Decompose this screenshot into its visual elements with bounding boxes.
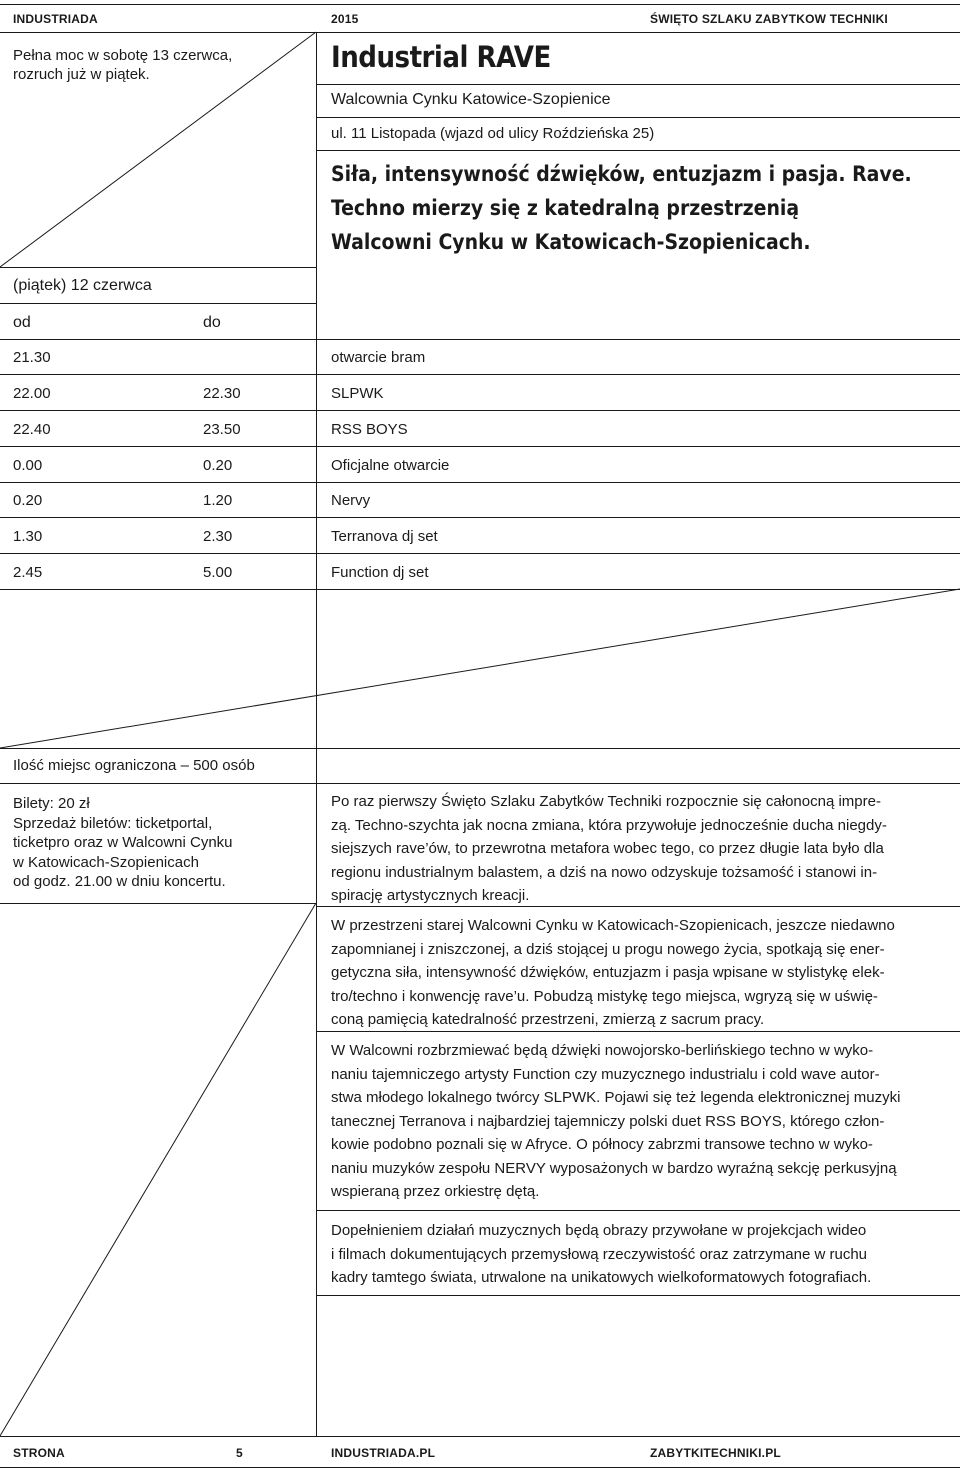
column-from-label: od [13, 314, 31, 331]
event-address: ul. 11 Listopada (wjazd od ulicy Roździeńska 25) [331, 125, 655, 142]
schedule-from: 1.30 [13, 528, 43, 545]
ticket-info [13, 794, 233, 892]
p3-line: stwa młodego lokalnego twórcy SLPWK. Pojawi się też legenda elektronicznej muzyki [331, 1089, 901, 1106]
schedule-from: 21.30 [13, 349, 51, 366]
p2-line: zapomnianej i zniszczonej, a dziś stojącej u progu nowego życia, spotkają się ener- [331, 940, 885, 958]
decorative-diagonal-large [0, 589, 960, 749]
p3-line: naniu tajemniczego artysty Function czy muzycznego industrialu i cold wave autor- [331, 1065, 880, 1083]
p3-line: kowie podobno poznali się w Afryce. O północy zabrzmi transowe techno w wyko- [331, 1136, 873, 1153]
schedule-to: 5.00 [203, 564, 233, 581]
p1-line: spirację artystycznych kreacji. [331, 887, 530, 904]
p3-line: naniu muzyków zespołu NERVY wyposażonych w bardzo wyraźną sekcję perkusyjną [331, 1159, 897, 1177]
schedule-act: Oficjalne otwarcie [331, 457, 450, 474]
p1-line: siejszych rave’ów, to przewrotna metafora wobec tego, co przez długie lata było dla [331, 840, 884, 857]
ticket-sales-2: ticketpro oraz w Walcowni Cynku [13, 834, 233, 851]
schedule-act: Nervy [331, 492, 371, 509]
ticket-sales-4: od godz. 21.00 w dniu koncertu. [13, 873, 226, 890]
event-venue: Walcownia Cynku Katowice-Szopienice [331, 91, 611, 108]
schedule-from: 22.00 [13, 385, 51, 402]
schedule-to: 22.30 [203, 385, 241, 402]
paragraph-3 [331, 1039, 949, 1204]
schedule-from: 0.00 [13, 457, 43, 474]
p4-line: i filmach dokumentujących przemysłową rzeczywistość oraz zatrzymane w ruchu [331, 1245, 868, 1263]
event-title: Industrial RAVE [331, 40, 551, 74]
p4-line: kadry tamtego świata, utrwalone na unikatowych wielkoformatowych fotografiach. [331, 1269, 872, 1286]
p2-line: tro/techno i konwencję rave’u. Pobudzą mistykę tego miejsca, wgryzą się w uświę- [331, 987, 878, 1005]
header-right: ŚWIĘTO SZLAKU ZABYTKOW TECHNIKI [650, 12, 888, 26]
schedule-act: RSS BOYS [331, 421, 408, 438]
p2-line: coną pamięcią katedralność przestrzeni, zmierzą z sacrum pracy. [331, 1011, 765, 1028]
ticket-sales-1: Sprzedaż biletów: ticketportal, [13, 814, 213, 832]
decorative-diagonal [0, 32, 316, 268]
schedule-act: SLPWK [331, 385, 384, 402]
p1-line: regionu industrialnym balastem, a dziś na nowo odzyskuje tożsamość i stanowi in- [331, 863, 878, 881]
intro-line-1: Pełna moc w sobotę 13 czerwca, [13, 47, 233, 64]
schedule-act: Function dj set [331, 564, 429, 581]
decorative-diagonal-bottom [0, 903, 316, 1437]
p1-line: Po raz pierwszy Święto Szlaku Zabytków Techniki rozpocznie się całonocną impre- [331, 793, 881, 810]
schedule-day: (piątek) 12 czerwca [13, 277, 152, 294]
ticket-price: Bilety: 20 zł [13, 795, 90, 812]
tagline-line-1: Siła, intensywność dźwięków, entuzjazm i pasja. Rave. [331, 162, 912, 186]
schedule-to: 23.50 [203, 421, 241, 438]
intro-line-2: rozruch już w piątek. [13, 66, 150, 83]
schedule-to: 1.20 [203, 492, 233, 509]
footer-link-industriada[interactable]: INDUSTRIADA.PL [331, 1446, 436, 1460]
footer-page-number: 5 [236, 1446, 243, 1460]
header-left: INDUSTRIADA [13, 12, 98, 26]
paragraph-1 [331, 790, 949, 908]
tagline-line-3: Walcowni Cynku w Katowicach-Szopienicach. [331, 230, 811, 254]
footer-link-zabytki[interactable]: ZABYTKITECHNIKI.PL [650, 1446, 781, 1460]
p1-line: zą. Techno-szychta jak nocna zmiana, która przywołuje jednocześnie ducha niegdy- [331, 816, 887, 834]
p3-line: W Walcowni rozbrzmiewać będą dźwięki nowojorsko-berlińskiego techno w wyko- [331, 1042, 874, 1059]
p3-line: tanecznej Terranova i najbardziej tajemniczy polski duet RSS BOYS, którego człon- [331, 1112, 885, 1130]
footer-page-label: STRONA [13, 1446, 65, 1460]
schedule-to: 2.30 [203, 528, 233, 545]
schedule-from: 22.40 [13, 421, 51, 438]
p2-line: getyczna siła, intensywność dźwięków, entuzjazm i pasja wpisane w stylistykę elek- [331, 964, 885, 981]
p2-line: W przestrzeni starej Walcowni Cynku w Katowicach-Szopienicach, jeszcze niedawno [331, 917, 895, 934]
tagline-line-2: Techno mierzy się z katedralną przestrzenią [331, 196, 800, 220]
ticket-sales-3: w Katowicach-Szopienicach [13, 853, 199, 871]
p4-line: Dopełnieniem działań muzycznych będą obrazy przywołane w projekcjach wideo [331, 1222, 867, 1239]
schedule-from: 2.45 [13, 564, 43, 581]
schedule-from: 0.20 [13, 492, 43, 509]
event-tagline [331, 157, 912, 259]
capacity-note: Ilość miejsc ograniczona – 500 osób [13, 757, 255, 774]
p3-line: wspieraną przez orkiestrę dętą. [331, 1183, 540, 1200]
schedule-act: Terranova dj set [331, 528, 438, 545]
schedule-act: otwarcie bram [331, 349, 426, 366]
paragraph-2 [331, 914, 949, 1032]
paragraph-4 [331, 1219, 949, 1290]
header-year: 2015 [331, 12, 359, 26]
column-to-label: do [203, 314, 221, 331]
schedule-to: 0.20 [203, 457, 233, 474]
